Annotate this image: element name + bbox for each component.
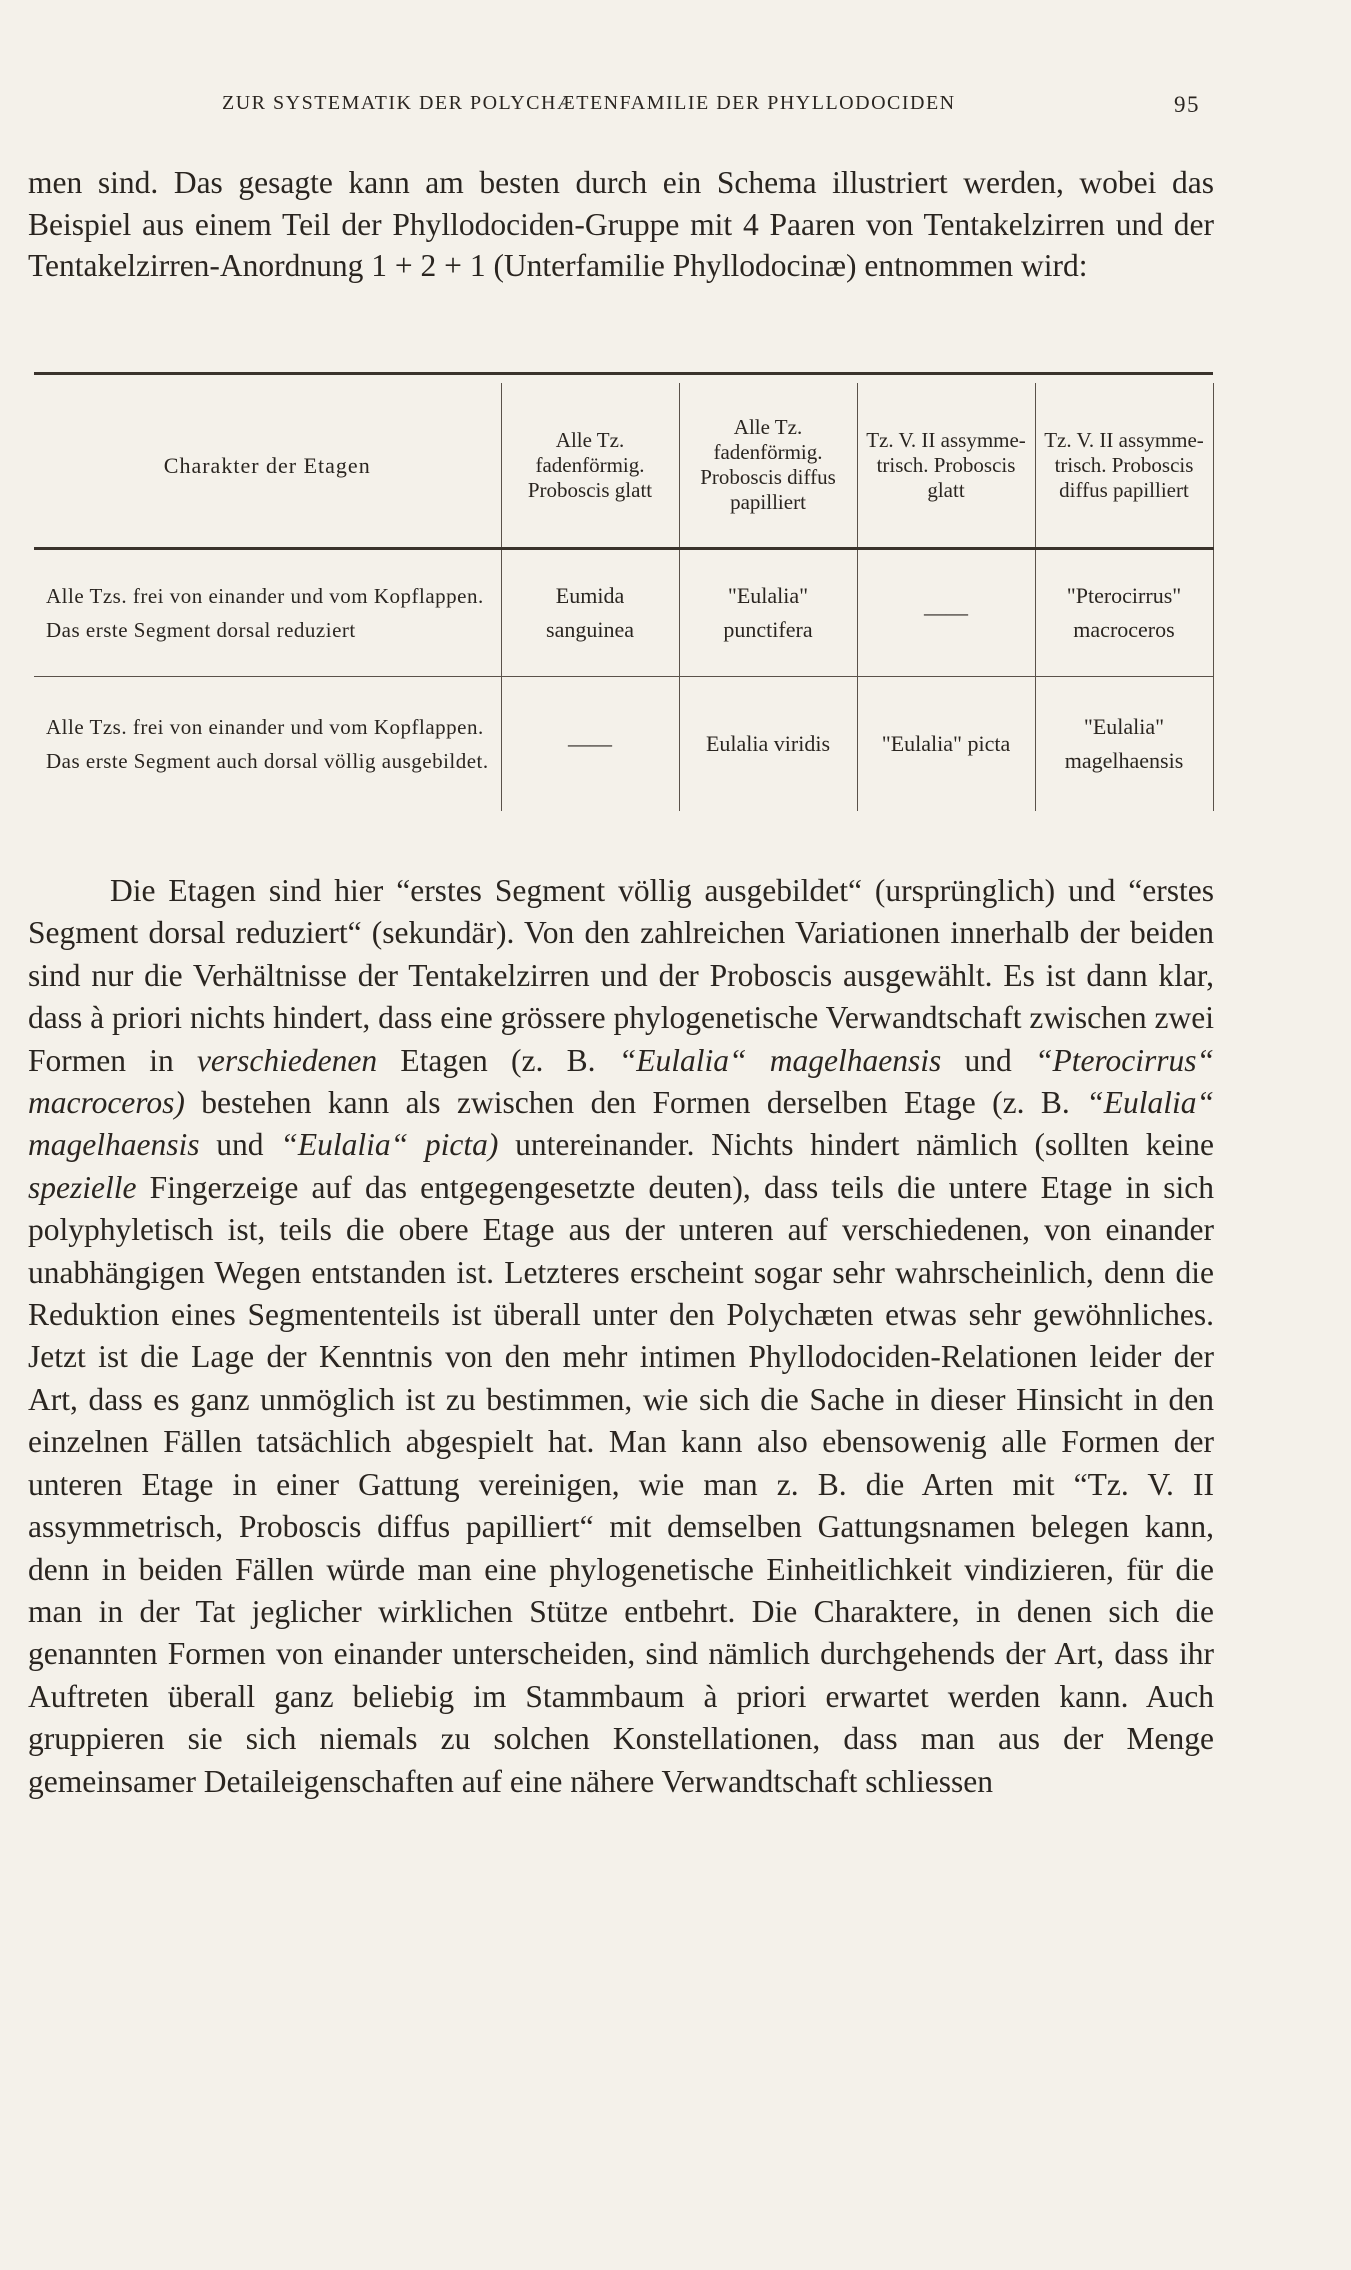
schema-table-wrapper <box>34 372 1213 811</box>
body-text-segment: Etagen (z. B. <box>400 1042 596 1078</box>
species-name: “Eulalia“ magelhaensis <box>618 1042 942 1078</box>
schema-table <box>34 372 1214 811</box>
emphasis-text: verschiedenen <box>196 1042 378 1078</box>
row-label: Alle Tzs. frei von einander und vom Kopflappen. Das erste Segment auch dorsal völlig ausgebildet. <box>34 677 501 812</box>
species-name: “Eulalia“ magelhaensis <box>28 1085 1215 1163</box>
table-cell: —— <box>501 677 679 812</box>
table-cell: "Pterocirrus" macroceros <box>1035 549 1213 677</box>
table-cell: "Eulalia" punctifera <box>679 549 857 677</box>
body-text-segment: und <box>964 1042 1012 1078</box>
column-header: Alle Tz. fadenförmig. Proboscis diffus papilliert <box>679 383 857 549</box>
page-header <box>0 92 1351 122</box>
body-paragraph <box>28 870 1214 1803</box>
body-text-segment: untereinander. Nichts hindert nämlich (sollten keine <box>515 1127 1215 1163</box>
table-cell: "Eulalia" magelhaensis <box>1035 677 1213 812</box>
intro-paragraph: men sind. Das gesagte kann am besten durch ein Schema illustriert werden, wobei das Beispiel aus einem Teil der Phyllodociden-Gruppe mit 4 Paaren von Tentakelzirren und der Tentakelzirren-Anordnung 1 + 2 + 1 (Unterfamilie Phyllodocinæ) entnommen wird: <box>28 165 1214 283</box>
body-text-segment: bestehen kann als zwischen den Formen derselben Etage (z. B. <box>201 1085 1070 1121</box>
table-cell: "Eulalia" picta <box>857 677 1035 812</box>
table-cell: —— <box>857 549 1035 677</box>
body-text-segment: und <box>216 1127 264 1163</box>
column-header-label: Charakter der Etagen <box>34 383 501 549</box>
species-name: “Pterocirrus“ macroceros) <box>28 1042 1215 1121</box>
table-top-rule <box>34 374 1213 384</box>
page-number: 95 <box>1174 92 1200 117</box>
species-name: “Eulalia“ picta) <box>280 1127 499 1163</box>
emphasis-text: spezielle <box>28 1169 137 1205</box>
body-text-segment: Fingerzeige auf das entgegengesetzte deuten), dass teils die untere Etage in sich polyphyletisch ist, teils die obere Etage aus der unteren auf verschiedenen, von einander unabhängigen Wegen entstanden ist. Letzteres erscheint sogar sehr wahrscheinlich, denn die Reduktion eines Segmententeils ist überall unter den Polychæten etwas sehr gewöhnliches. Jetzt ist die Lage der Kenntnis von den mehr intimen Phyllodociden-Relationen leider der Art, dass es ganz unmöglich ist zu bestimmen, wie sich die Sache in dieser Hinsicht in den einzelnen Fällen tatsächlich abgespielt hat. Man kann also ebensowenig alle Formen der unteren Etage in einer Gattung vereinigen, wie man z. B. die Arten mit “Tz. V. II assymmetrisch, Proboscis diffus papilliert“ mit demselben Gattungsnamen belegen kann, denn in beiden Fällen würde man eine phylogenetische Einheitlichkeit vindizieren, für die man in der Tat jeglicher wirklichen Stütze entbehrt. Die Charaktere, in denen sich die genannten Formen von einander unterscheiden, sind nämlich durchgehends der Art, dass ihr Auftreten überall ganz beliebig im Stammbaum à priori erwartet werden kann. Auch gruppieren sie sich niemals zu solchen Konstellationen, dass man aus der Menge gemeinsamer Detaileigenschaften auf eine nähere Verwandtschaft schliessen <box>28 1169 1215 1799</box>
table-cell: Eulalia viridis <box>679 677 857 812</box>
row-label: Alle Tzs. frei von einander und vom Kopflappen. Das erste Segment dorsal reduziert <box>34 549 501 677</box>
column-header: Tz. V. II assymme-trisch. Proboscis glatt <box>857 383 1035 549</box>
table-cell: Eumida sanguinea <box>501 549 679 677</box>
table-header-row <box>34 383 1213 549</box>
running-title: ZUR SYSTEMATIK DER POLYCHÆTENFAMILIE DER PHYLLODOCIDEN <box>222 92 956 114</box>
body-text-segment: Die Etagen sind hier “erstes Segment völlig ausgebildet“ (ursprünglich) und “erstes Segment dorsal reduziert“ (sekundär). Von den zahlreichen Variationen innerhalb der beiden sind nur die Verhältnisse der Tentakelzirren und der Proboscis ausgewählt. Es ist dann klar, dass à priori nichts hindert, dass eine grössere phylogenetische Verwandtschaft zwischen zwei Formen in <box>28 873 1214 1078</box>
column-header: Alle Tz. fadenförmig. Proboscis glatt <box>501 383 679 549</box>
column-header: Tz. V. II assymme-trisch. Proboscis diffus papilliert <box>1035 383 1213 549</box>
table-row <box>34 677 1213 812</box>
table-row <box>34 549 1213 677</box>
